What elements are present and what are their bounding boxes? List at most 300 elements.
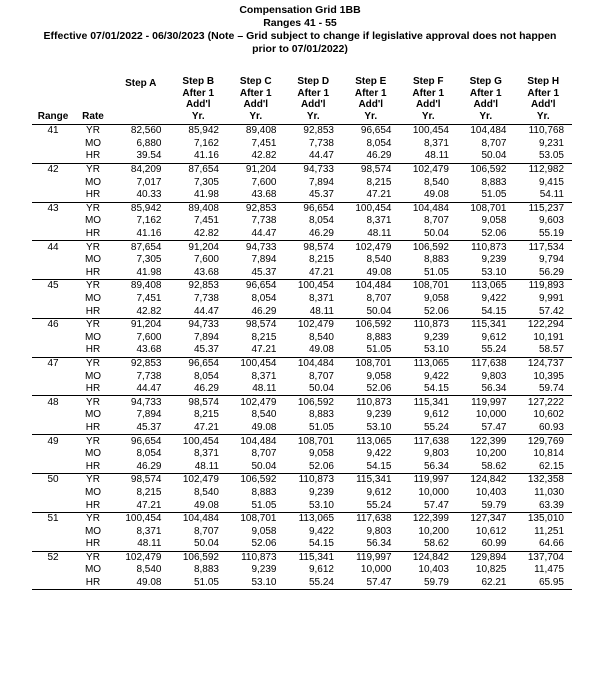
- value-cell: 8,540: [251, 409, 277, 421]
- value-cell: 106,592: [342, 318, 400, 331]
- table-header: [32, 76, 572, 125]
- value-cell: 110,873: [285, 474, 343, 487]
- value-cell: 96,654: [227, 280, 285, 293]
- value-cell: 54.11: [539, 189, 564, 201]
- table-row: [32, 293, 572, 306]
- table-row: [32, 267, 572, 280]
- table-row: [32, 176, 572, 189]
- value-cell: 55.24: [481, 344, 507, 356]
- table-row: [32, 138, 572, 151]
- value-cell: 106,592: [170, 551, 228, 564]
- step-e-line-1: Step E: [355, 76, 387, 87]
- value-cell: 56.29: [538, 266, 564, 278]
- value-cell: 84,209: [112, 163, 170, 176]
- value-cell: 94,733: [170, 318, 228, 331]
- value-cell: 137,704: [515, 551, 573, 564]
- table-row: [32, 150, 572, 163]
- value-cell: 9,794: [538, 254, 564, 266]
- step-h-line-3: Add'l: [530, 99, 556, 110]
- value-cell: 10,403: [475, 486, 507, 498]
- value-cell: 87,654: [112, 241, 170, 254]
- table-row: [32, 280, 572, 293]
- rate-cell: HR: [85, 189, 101, 201]
- value-cell: 58.62: [423, 538, 449, 550]
- value-cell: 7,162: [193, 137, 219, 149]
- value-cell: 9,612: [308, 564, 334, 576]
- value-cell: 51.05: [366, 344, 392, 356]
- value-cell: 8,540: [366, 254, 392, 266]
- value-cell: 91,204: [227, 163, 285, 176]
- value-cell: 55.24: [366, 499, 392, 511]
- value-cell: 9,991: [538, 293, 564, 305]
- rate-cell: YR: [74, 396, 112, 409]
- range-cell: [32, 370, 74, 383]
- value-cell: 41.16: [193, 150, 219, 162]
- value-cell: 102,479: [170, 474, 228, 487]
- value-cell: 59.79: [400, 577, 458, 590]
- value-cell: 54.15: [366, 460, 392, 472]
- value-cell: 10,612: [475, 525, 507, 537]
- rate-cell: YR: [74, 551, 112, 564]
- value-cell: 9,603: [538, 215, 564, 227]
- table-row: [32, 215, 572, 228]
- value-cell: 10,000: [475, 409, 507, 421]
- table-row: [32, 460, 572, 473]
- value-cell: 57.47: [342, 577, 400, 590]
- step-f-line-2: After 1: [412, 87, 445, 99]
- range-cell: 51: [32, 512, 74, 525]
- value-cell: 8,707: [481, 137, 507, 149]
- value-cell: 55.19: [538, 228, 564, 240]
- value-cell: 9,239: [251, 564, 277, 576]
- value-cell: 98,574: [285, 241, 343, 254]
- value-cell: 53.10: [366, 421, 392, 433]
- rate-cell: HR: [74, 577, 112, 590]
- value-cell: 119,997: [400, 474, 458, 487]
- value-cell: 42.82: [136, 305, 162, 317]
- value-cell: 50.04: [251, 460, 277, 472]
- value-cell: 43.68: [193, 266, 219, 278]
- value-cell: 102,479: [285, 318, 343, 331]
- value-cell: 9,415: [538, 176, 564, 188]
- value-cell: 9,803: [366, 525, 392, 537]
- step-b-line-2: After 1: [182, 87, 215, 99]
- value-cell: 96,654: [342, 125, 400, 138]
- value-cell: 48.11: [309, 305, 334, 317]
- value-cell: 47.21: [136, 499, 162, 511]
- table-row: [32, 487, 572, 500]
- range-cell: 41: [32, 125, 74, 138]
- value-cell: 117,638: [342, 512, 400, 525]
- value-cell: 48.11: [137, 538, 162, 550]
- value-cell: 45.37: [308, 189, 334, 201]
- value-cell: 92,853: [170, 280, 228, 293]
- value-cell: 8,883: [423, 254, 449, 266]
- ranges-subtitle: Ranges 41 - 55: [263, 17, 337, 29]
- value-cell: 48.11: [194, 460, 219, 472]
- value-cell: 115,341: [400, 396, 458, 409]
- value-cell: 113,065: [400, 357, 458, 370]
- rate-cell: YR: [74, 280, 112, 293]
- range-cell: [32, 577, 74, 590]
- value-cell: 89,408: [170, 202, 228, 215]
- value-cell: 9,422: [308, 525, 334, 537]
- value-cell: 43.68: [136, 344, 162, 356]
- rate-cell: HR: [85, 305, 101, 317]
- rate-cell: HR: [85, 421, 101, 433]
- table-row: [32, 202, 572, 215]
- rate-cell: YR: [74, 163, 112, 176]
- value-cell: 50.04: [308, 383, 334, 395]
- range-cell: [32, 176, 74, 189]
- value-cell: 56.34: [481, 383, 507, 395]
- table-row: [32, 189, 572, 202]
- document-header: [0, 0, 600, 56]
- value-cell: 8,215: [308, 254, 334, 266]
- value-cell: 11,475: [534, 564, 564, 576]
- value-cell: 104,484: [400, 202, 458, 215]
- value-cell: 48.11: [424, 150, 449, 162]
- table-row: [32, 254, 572, 267]
- value-cell: 47.21: [366, 189, 392, 201]
- table-row: [32, 241, 572, 254]
- value-cell: 46.29: [251, 305, 277, 317]
- rate-cell: HR: [85, 499, 101, 511]
- value-cell: 7,451: [251, 137, 277, 149]
- column-header-step-d: [285, 76, 343, 125]
- value-cell: 10,200: [418, 525, 449, 537]
- table-row: [32, 318, 572, 331]
- value-cell: 7,305: [193, 176, 219, 188]
- value-cell: 9,058: [366, 370, 392, 382]
- value-cell: 106,592: [400, 241, 458, 254]
- step-e-line-4: Yr.: [364, 110, 378, 122]
- range-cell: 49: [32, 435, 74, 448]
- value-cell: 98,574: [227, 318, 285, 331]
- value-cell: 127,222: [515, 396, 573, 409]
- value-cell: 64.66: [538, 538, 564, 550]
- value-cell: 113,065: [342, 435, 400, 448]
- value-cell: 9,058: [481, 215, 507, 227]
- value-cell: 10,403: [418, 564, 449, 576]
- range-cell: [32, 460, 74, 473]
- value-cell: 104,484: [170, 512, 228, 525]
- value-cell: 42.82: [193, 228, 219, 240]
- value-cell: 52.06: [423, 305, 449, 317]
- value-cell: 10,000: [360, 564, 392, 576]
- table-row: [32, 448, 572, 461]
- table-row: [32, 332, 572, 345]
- range-cell: [32, 254, 74, 267]
- value-cell: 47.21: [251, 344, 277, 356]
- table-row: [32, 564, 572, 577]
- value-cell: 8,371: [136, 525, 162, 537]
- column-header-range: Range: [37, 110, 69, 122]
- value-cell: 132,358: [515, 474, 573, 487]
- value-cell: 98,574: [112, 474, 170, 487]
- rate-cell: MO: [84, 331, 102, 343]
- value-cell: 8,054: [366, 137, 392, 149]
- value-cell: 124,737: [515, 357, 573, 370]
- range-cell: [32, 538, 74, 551]
- value-cell: 7,305: [136, 254, 162, 266]
- value-cell: 117,534: [515, 241, 573, 254]
- value-cell: 98,574: [170, 396, 228, 409]
- value-cell: 8,054: [251, 293, 277, 305]
- value-cell: 8,883: [366, 331, 392, 343]
- range-cell: 52: [32, 551, 74, 564]
- rate-cell: YR: [74, 435, 112, 448]
- value-cell: 53.10: [227, 577, 285, 590]
- value-cell: 9,058: [251, 525, 277, 537]
- value-cell: 9,422: [481, 293, 507, 305]
- value-cell: 11,251: [534, 525, 564, 537]
- header-row: [32, 76, 572, 125]
- value-cell: 7,600: [136, 331, 162, 343]
- value-cell: 42.82: [251, 150, 277, 162]
- rate-cell: MO: [84, 525, 102, 537]
- value-cell: 58.57: [538, 344, 564, 356]
- value-cell: 45.37: [193, 344, 219, 356]
- value-cell: 59.79: [481, 499, 507, 511]
- value-cell: 53.05: [538, 150, 564, 162]
- value-cell: 51.05: [251, 499, 277, 511]
- value-cell: 9,422: [423, 370, 449, 382]
- value-cell: 49.08: [423, 189, 449, 201]
- value-cell: 49.08: [193, 499, 219, 511]
- column-header-rate: Rate: [82, 110, 104, 122]
- value-cell: 46.29: [136, 460, 162, 472]
- value-cell: 51.05: [308, 421, 334, 433]
- value-cell: 51.05: [423, 266, 449, 278]
- value-cell: 50.04: [481, 150, 507, 162]
- value-cell: 92,853: [285, 125, 343, 138]
- value-cell: 8,540: [423, 176, 449, 188]
- step-g-line-2: After 1: [469, 87, 502, 99]
- step-g-line-1: Step G: [469, 76, 502, 87]
- value-cell: 49.08: [112, 577, 170, 590]
- rate-cell: YR: [74, 241, 112, 254]
- table-body: [32, 125, 572, 590]
- value-cell: 89,408: [112, 280, 170, 293]
- range-cell: [32, 564, 74, 577]
- value-cell: 7,162: [136, 215, 162, 227]
- range-cell: [32, 293, 74, 306]
- value-cell: 100,454: [227, 357, 285, 370]
- value-cell: 41.98: [136, 266, 162, 278]
- value-cell: 8,215: [136, 486, 162, 498]
- value-cell: 115,341: [457, 318, 515, 331]
- value-cell: 92,853: [227, 202, 285, 215]
- value-cell: 10,000: [418, 486, 449, 498]
- table-row: [32, 512, 572, 525]
- column-header-step-g: [457, 76, 515, 125]
- value-cell: 8,707: [193, 525, 219, 537]
- value-cell: 100,454: [285, 280, 343, 293]
- value-cell: 8,371: [251, 370, 277, 382]
- rate-cell: MO: [84, 486, 102, 498]
- value-cell: 44.47: [193, 305, 219, 317]
- value-cell: 8,371: [308, 293, 334, 305]
- value-cell: 57.42: [538, 305, 564, 317]
- value-cell: 104,484: [227, 435, 285, 448]
- value-cell: 8,540: [308, 331, 334, 343]
- value-cell: 52.06: [481, 228, 507, 240]
- value-cell: 65.95: [515, 577, 573, 590]
- rate-cell: YR: [74, 357, 112, 370]
- value-cell: 115,341: [285, 551, 343, 564]
- table-row: [32, 383, 572, 396]
- rate-cell: HR: [85, 228, 101, 240]
- value-cell: 7,894: [251, 254, 277, 266]
- value-cell: 119,893: [515, 280, 573, 293]
- step-e-line-3: Add'l: [358, 99, 384, 110]
- value-cell: 51.05: [170, 577, 228, 590]
- value-cell: 106,592: [457, 163, 515, 176]
- document-title: Compensation Grid 1BB: [239, 4, 361, 16]
- value-cell: 52.06: [366, 383, 392, 395]
- value-cell: 8,215: [366, 176, 392, 188]
- range-cell: [32, 525, 74, 538]
- value-cell: 44.47: [136, 383, 162, 395]
- value-cell: 102,479: [227, 396, 285, 409]
- value-cell: 7,600: [251, 176, 277, 188]
- value-cell: 50.04: [366, 305, 392, 317]
- value-cell: 98,574: [342, 163, 400, 176]
- value-cell: 54.15: [308, 538, 334, 550]
- value-cell: 9,239: [366, 409, 392, 421]
- value-cell: 10,814: [533, 448, 564, 460]
- rate-cell: HR: [85, 538, 101, 550]
- table-row: [32, 551, 572, 564]
- value-cell: 44.47: [251, 228, 277, 240]
- value-cell: 49.08: [308, 344, 334, 356]
- table-row: [32, 499, 572, 512]
- table-row: [32, 435, 572, 448]
- range-cell: [32, 344, 74, 357]
- value-cell: 135,010: [515, 512, 573, 525]
- value-cell: 85,942: [112, 202, 170, 215]
- rate-cell: MO: [84, 293, 102, 305]
- value-cell: 8,707: [308, 370, 334, 382]
- value-cell: 39.54: [136, 150, 162, 162]
- step-h-line-1: Step H: [527, 76, 560, 87]
- value-cell: 108,701: [400, 280, 458, 293]
- value-cell: 55.24: [423, 421, 449, 433]
- value-cell: 110,873: [227, 551, 285, 564]
- range-cell: [32, 499, 74, 512]
- step-d-line-1: Step D: [297, 76, 330, 87]
- rate-cell: HR: [85, 460, 101, 472]
- value-cell: 10,395: [533, 370, 564, 382]
- value-cell: 112,982: [515, 163, 573, 176]
- rate-cell: MO: [84, 137, 102, 149]
- rate-cell: MO: [84, 254, 102, 266]
- value-cell: 60.99: [481, 538, 507, 550]
- table-row: [32, 228, 572, 241]
- rate-cell: MO: [84, 176, 102, 188]
- value-cell: 45.37: [251, 266, 277, 278]
- range-cell: [32, 138, 74, 151]
- value-cell: 40.33: [136, 189, 162, 201]
- value-cell: 7,894: [308, 176, 334, 188]
- range-cell: 48: [32, 396, 74, 409]
- value-cell: 91,204: [170, 241, 228, 254]
- value-cell: 9,422: [366, 448, 392, 460]
- value-cell: 44.47: [308, 150, 334, 162]
- value-cell: 57.47: [481, 421, 507, 433]
- value-cell: 50.04: [193, 538, 219, 550]
- value-cell: 102,479: [400, 163, 458, 176]
- value-cell: 41.16: [136, 228, 162, 240]
- range-cell: [32, 305, 74, 318]
- value-cell: 49.08: [251, 421, 277, 433]
- value-cell: 7,451: [136, 293, 162, 305]
- value-cell: 9,803: [481, 370, 507, 382]
- column-header-step-h: [515, 76, 573, 125]
- value-cell: 9,239: [481, 254, 507, 266]
- value-cell: 92,853: [112, 357, 170, 370]
- value-cell: 104,484: [285, 357, 343, 370]
- value-cell: 56.34: [423, 460, 449, 472]
- rate-cell: YR: [74, 318, 112, 331]
- value-cell: 122,399: [400, 512, 458, 525]
- rate-cell: HR: [85, 266, 101, 278]
- value-cell: 104,484: [457, 125, 515, 138]
- value-cell: 53.10: [423, 344, 449, 356]
- value-cell: 47.21: [193, 421, 219, 433]
- step-a-label: Step A: [125, 78, 157, 89]
- value-cell: 8,540: [193, 486, 219, 498]
- value-cell: 108,701: [227, 512, 285, 525]
- table-row: [32, 357, 572, 370]
- value-cell: 100,454: [342, 202, 400, 215]
- step-c-line-1: Step C: [239, 76, 272, 87]
- step-b-line-1: Step B: [182, 76, 215, 87]
- value-cell: 124,842: [400, 551, 458, 564]
- value-cell: 7,600: [193, 254, 219, 266]
- value-cell: 7,017: [136, 176, 162, 188]
- step-h-line-4: Yr.: [536, 110, 550, 122]
- value-cell: 62.21: [457, 577, 515, 590]
- value-cell: 46.29: [308, 228, 334, 240]
- value-cell: 117,638: [400, 435, 458, 448]
- value-cell: 8,054: [193, 370, 219, 382]
- rate-cell: YR: [74, 474, 112, 487]
- value-cell: 59.74: [538, 383, 564, 395]
- column-header-step-b: [170, 76, 228, 125]
- value-cell: 7,894: [136, 409, 162, 421]
- value-cell: 129,769: [515, 435, 573, 448]
- value-cell: 94,733: [227, 241, 285, 254]
- value-cell: 9,058: [308, 448, 334, 460]
- value-cell: 8,707: [366, 293, 392, 305]
- value-cell: 113,065: [285, 512, 343, 525]
- table-row: [32, 474, 572, 487]
- value-cell: 10,200: [475, 448, 507, 460]
- step-g-line-3: Add'l: [473, 99, 499, 110]
- value-cell: 110,873: [342, 396, 400, 409]
- value-cell: 7,451: [193, 215, 219, 227]
- step-h-line-2: After 1: [527, 87, 560, 99]
- value-cell: 122,399: [457, 435, 515, 448]
- range-cell: 46: [32, 318, 74, 331]
- rate-cell: MO: [84, 409, 102, 421]
- range-cell: [32, 448, 74, 461]
- value-cell: 110,873: [457, 241, 515, 254]
- table-row: [32, 305, 572, 318]
- range-cell: [32, 267, 74, 280]
